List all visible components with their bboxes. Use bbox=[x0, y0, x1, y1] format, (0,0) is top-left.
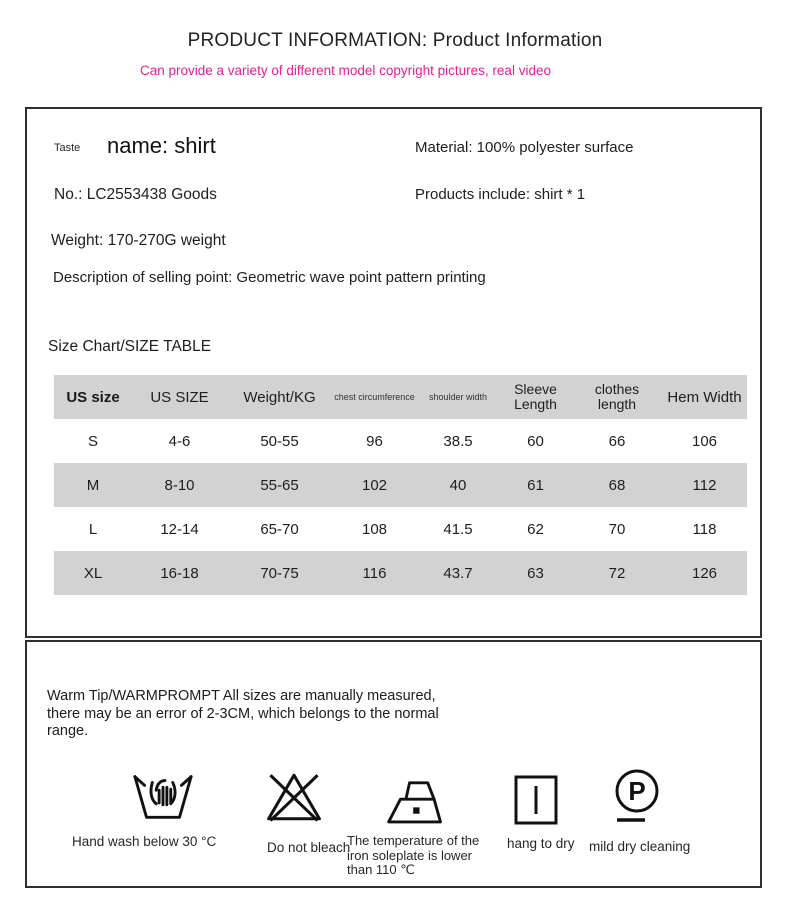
cell: XL bbox=[83, 564, 103, 582]
table-row bbox=[54, 463, 747, 507]
table-header-row bbox=[54, 375, 747, 419]
cell: 68 bbox=[608, 476, 626, 494]
product-name: name: shirt bbox=[107, 133, 216, 158]
column-header: US size bbox=[66, 388, 120, 406]
cell: 40 bbox=[449, 476, 467, 494]
cell: 126 bbox=[691, 564, 718, 582]
iron-low-temp-icon bbox=[385, 776, 445, 826]
dry-clean-p-icon bbox=[613, 768, 661, 826]
weight-value: Weight: 170-270G weight bbox=[51, 232, 226, 249]
table-row bbox=[54, 507, 747, 551]
cell: 55-65 bbox=[260, 476, 299, 494]
cell: 41.5 bbox=[443, 520, 473, 538]
cell: 38.5 bbox=[443, 432, 473, 450]
page-title: PRODUCT INFORMATION: Product Information bbox=[187, 30, 603, 51]
cell: 72 bbox=[608, 564, 626, 582]
column-header: shoulder width bbox=[428, 392, 488, 402]
do-not-bleach-icon bbox=[265, 768, 323, 826]
cell: 96 bbox=[366, 432, 383, 450]
cell: S bbox=[87, 432, 98, 450]
cell: 70 bbox=[608, 520, 626, 538]
product-info-panel bbox=[25, 107, 762, 638]
cell: 116 bbox=[362, 564, 387, 582]
table-row bbox=[54, 419, 747, 463]
column-header: Weight/KG bbox=[243, 388, 316, 406]
care-label: Hand wash below 30 °C bbox=[72, 834, 217, 849]
column-header: clothes length bbox=[594, 381, 640, 412]
warm-tip-text: Warm Tip/WARMPROMPT All sizes are manually measured, there may be an error of 2-3CM, which belongs to the normal range. bbox=[47, 688, 439, 739]
cell: 61 bbox=[527, 476, 544, 494]
cell: M bbox=[86, 476, 100, 494]
cell: 112 bbox=[692, 476, 717, 494]
cell: 63 bbox=[527, 564, 544, 582]
svg-text:P: P bbox=[628, 776, 646, 806]
care-label: Do not bleach bbox=[267, 840, 351, 855]
selling-point-description: Description of selling point: Geometric wave point pattern printing bbox=[53, 269, 486, 286]
products-include: Products include: shirt * 1 bbox=[415, 186, 586, 203]
care-label: mild dry cleaning bbox=[589, 839, 691, 854]
cell: 8-10 bbox=[164, 476, 195, 494]
cell: 65-70 bbox=[260, 520, 299, 538]
cell: 4-6 bbox=[168, 432, 191, 450]
cell: 102 bbox=[361, 476, 388, 494]
cell: 50-55 bbox=[260, 432, 299, 450]
column-header: chest circumference bbox=[334, 392, 415, 402]
cell: 106 bbox=[691, 432, 718, 450]
column-header: US SIZE bbox=[150, 388, 209, 406]
size-chart-label: Size Chart/SIZE TABLE bbox=[48, 338, 212, 355]
column-header: Hem Width bbox=[667, 388, 742, 406]
subtitle-note: Can provide a variety of different model copyright pictures, real video bbox=[140, 63, 551, 78]
cell: 43.7 bbox=[443, 564, 473, 582]
hand-wash-icon bbox=[132, 768, 194, 826]
column-header: Sleeve Length bbox=[514, 381, 557, 412]
cell: L bbox=[88, 520, 98, 538]
care-instructions-panel bbox=[25, 640, 762, 888]
hang-to-dry-icon bbox=[513, 774, 559, 826]
table-row bbox=[54, 551, 747, 595]
cell: 16-18 bbox=[160, 564, 199, 582]
care-label: hang to dry bbox=[507, 836, 575, 851]
cell: 12-14 bbox=[160, 520, 199, 538]
care-label: The temperature of the iron soleplate is lower than 110 ℃ bbox=[347, 833, 480, 877]
item-number: No.: LC2553438 Goods bbox=[54, 186, 217, 203]
cell: 66 bbox=[608, 432, 626, 450]
size-chart-table bbox=[54, 375, 747, 595]
taste-label: Taste bbox=[54, 142, 81, 154]
cell: 60 bbox=[527, 432, 544, 450]
cell: 70-75 bbox=[260, 564, 299, 582]
cell: 118 bbox=[692, 520, 717, 538]
cell: 62 bbox=[527, 520, 544, 538]
cell: 108 bbox=[361, 520, 388, 538]
material-value: Material: 100% polyester surface bbox=[415, 139, 634, 156]
size-chart-table-wrap bbox=[54, 375, 747, 595]
